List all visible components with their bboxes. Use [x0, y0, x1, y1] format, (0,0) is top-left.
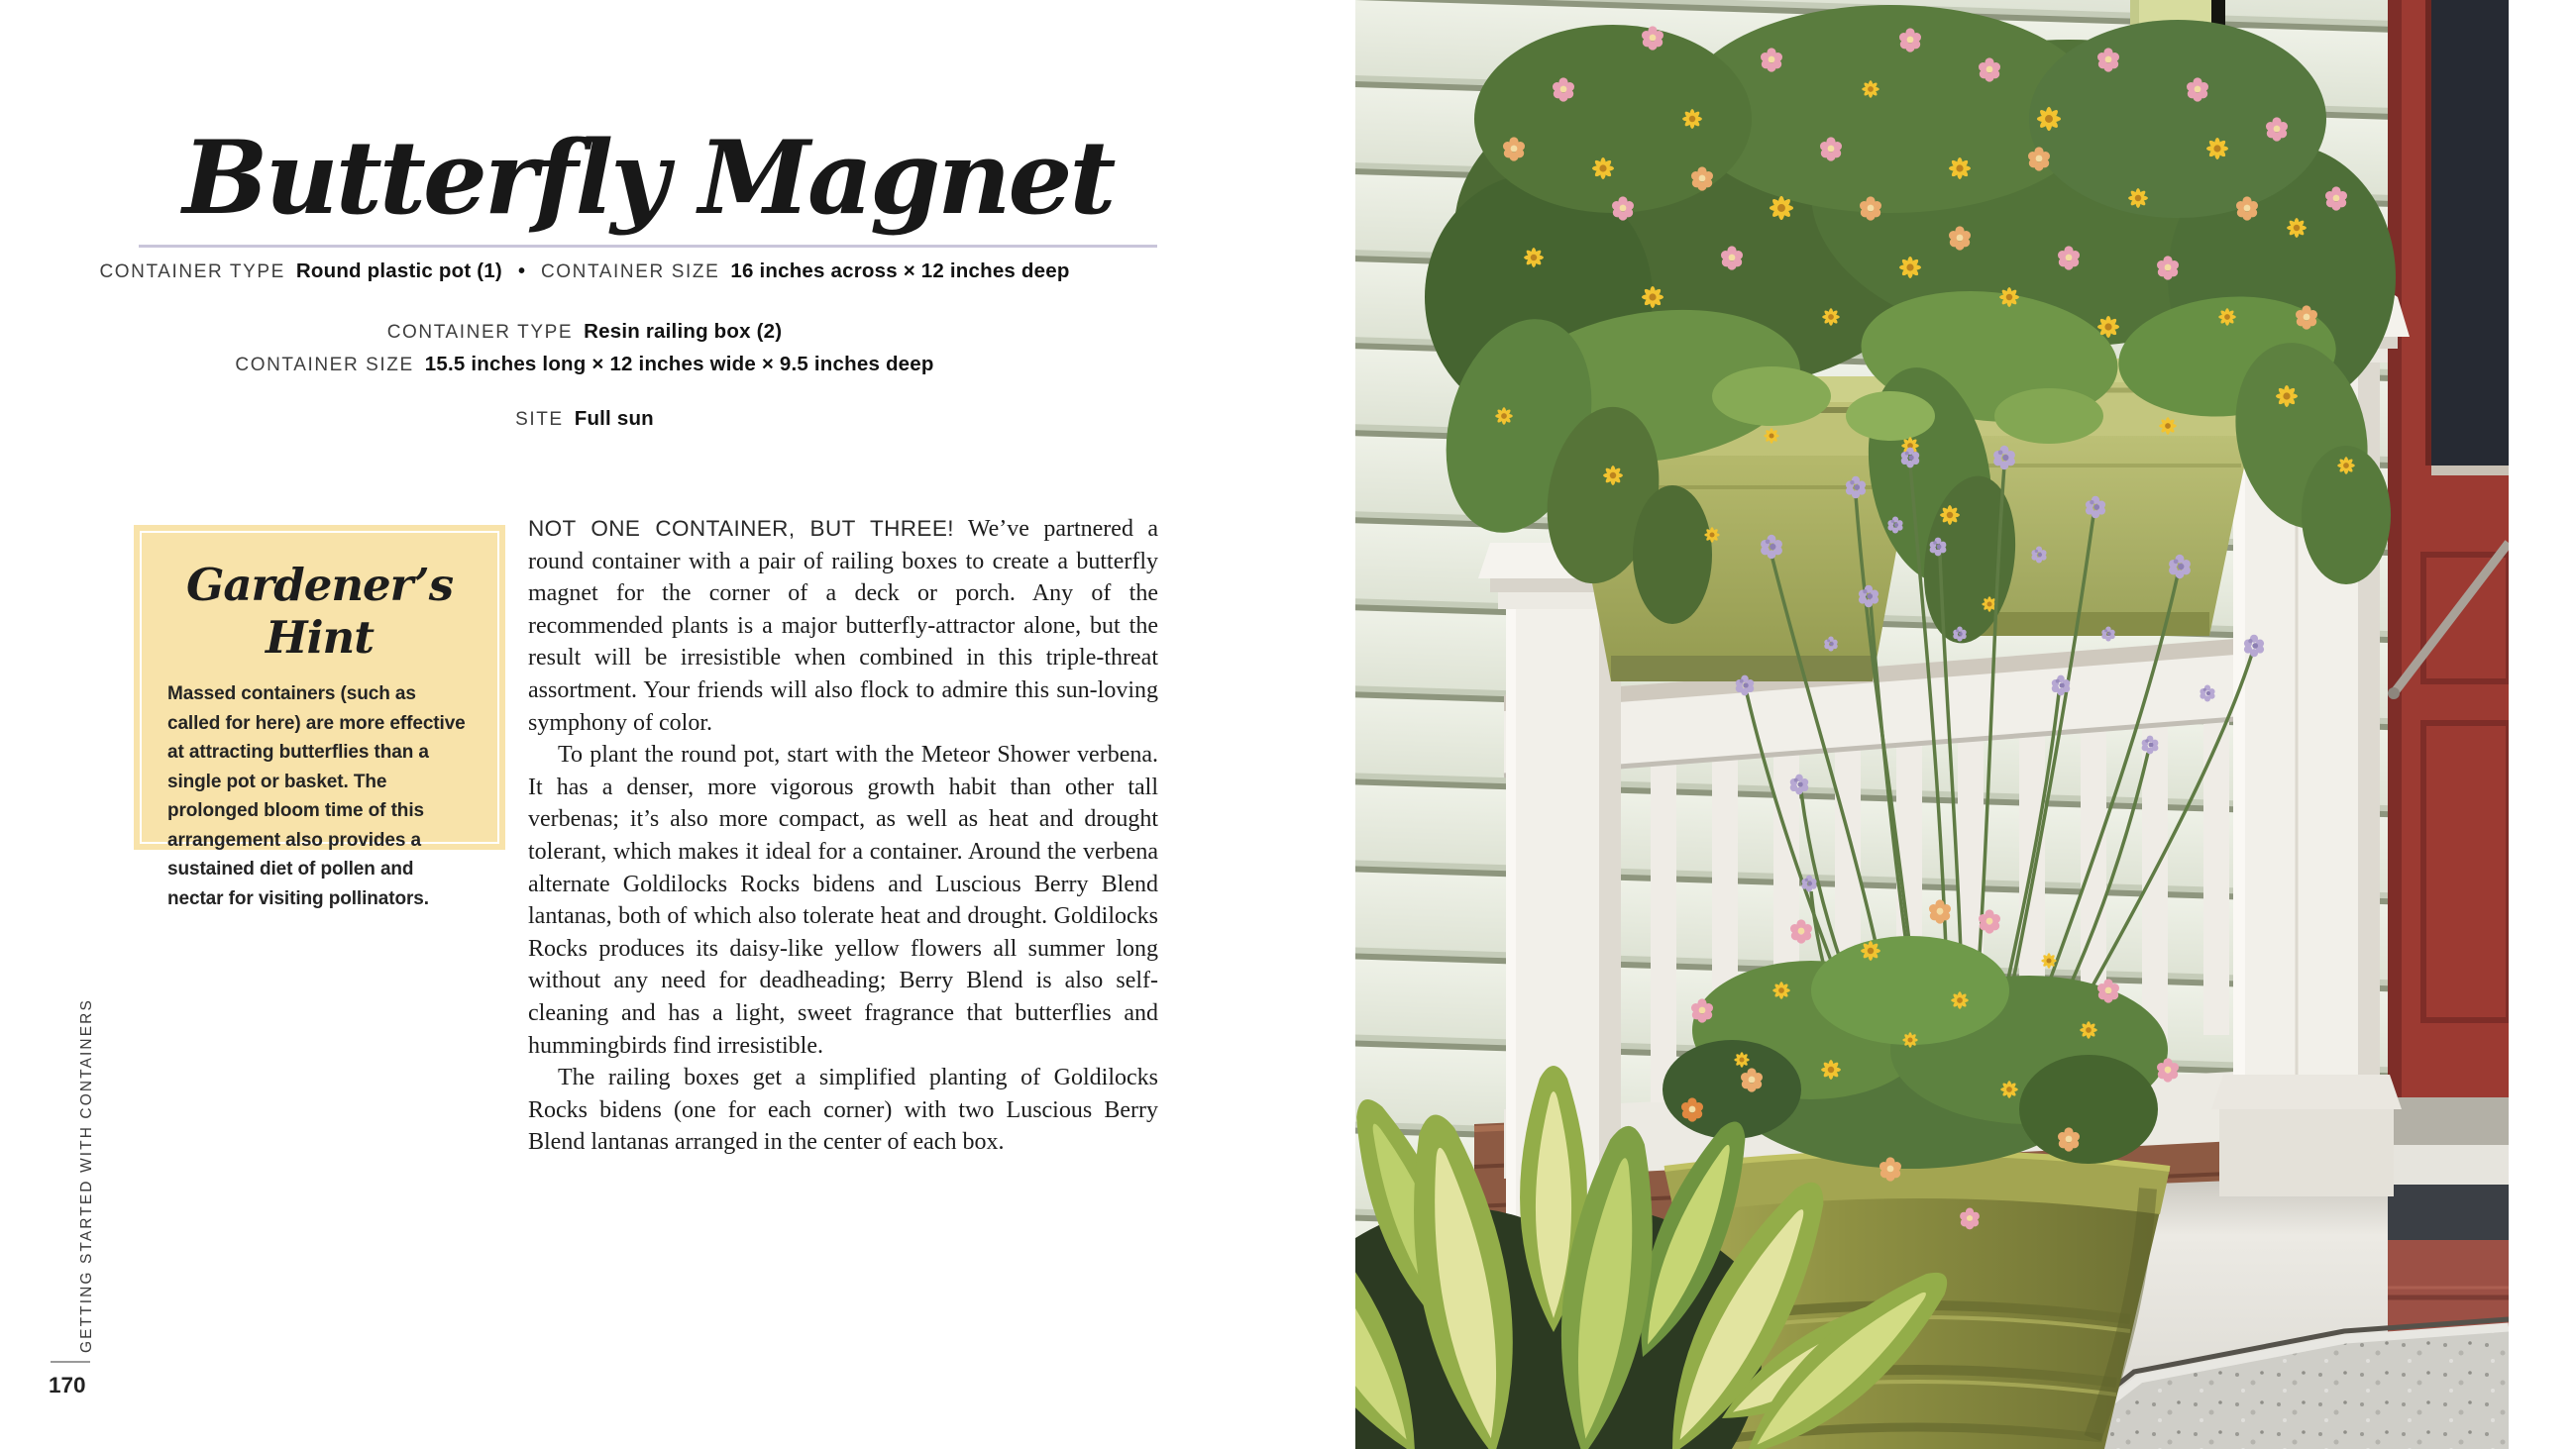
spec-line: [89, 259, 1080, 283]
spec-value: 15.5 inches long × 12 inches wide × 9.5 inches deep: [424, 353, 934, 375]
spec-value: Resin railing box (2): [584, 320, 783, 343]
photo-illustration: [1355, 0, 2509, 1449]
lead-in: NOT ONE CONTAINER, BUT THREE!: [528, 516, 954, 541]
spec-line: [89, 320, 1080, 344]
hint-title: Gardener’s Hint: [185, 559, 454, 664]
bullet-separator: •: [517, 260, 525, 282]
spec-label: CONTAINER TYPE: [99, 261, 285, 282]
spec-line: [89, 353, 1080, 376]
spec-label: CONTAINER TYPE: [386, 322, 574, 343]
spec-line: [89, 407, 1080, 431]
spec-label: CONTAINER SIZE: [235, 355, 414, 375]
page-title: Butterfly Magnet: [182, 119, 1114, 239]
spec-value: Full sun: [574, 407, 654, 430]
page-number: 170: [49, 1373, 86, 1397]
hint-inner-keyline: [140, 531, 499, 909]
gardeners-hint-box: [134, 525, 505, 909]
spec-label: SITE: [515, 409, 564, 430]
hint-body: Massed containers (such as called for here) are more effective at attracting butterflies than a single pot or basket. The prolonged bloom time of this arrangement also provides a sustained diet of pollen and nectar for visiting pollinators.: [167, 683, 466, 909]
section-label: GETTING STARTED WITH CONTAINERS: [78, 998, 95, 1353]
paragraph-3: The railing boxes get a simplified planting of Goldilocks Rocks bidens (one for each corner) with two Luscious Berry Blend lantanas arranged in the center of each box.: [528, 1065, 1158, 1156]
article-body: [528, 513, 1158, 1159]
paragraph-2: To plant the round pot, start with the Meteor Shower verbena. It has a denser, more vigorous growth habit than other tall verbenas; it’s also more compact, as well as heat and drought tolerant, which makes it ideal for a container. Around the verbena alternate Goldilocks Rocks bidens and Luscious Berry Blend lantanas, both of which also tolerate heat and drought. Goldilocks Rocks produces its daisy-like yellow flowers all summer long without any need for deadheading; Berry Blend is also self-cleaning and has a light, sweet fragrance that butterflies and hummingbirds find irresistible.: [528, 742, 1158, 1059]
spec-value: Round plastic pot (1): [295, 259, 502, 282]
paragraph-1: [528, 513, 1158, 739]
page-margin-rail: [44, 998, 95, 1420]
container-specs: [89, 259, 1080, 440]
front-door: [2388, 0, 2509, 1449]
spec-value: 16 inches across × 12 inches deep: [730, 259, 1070, 282]
title-rule: [139, 245, 1157, 248]
butterfly-magnet-photo: [1355, 0, 2509, 1449]
door-threshold: [2388, 1097, 2509, 1145]
paragraph-1-text: We’ve partnered a round container with a pair of railing boxes to create a butterfly magnet for the corner of a deck or porch. Any of the recommended plants is a major butterfly-attractor alone, but the result will be irresistible when combined in this triple-threat assortment. Your friends will also flock to admire this sun-loving symphony of color.: [528, 516, 1159, 736]
folio-rule: [51, 1361, 90, 1363]
spec-label: CONTAINER SIZE: [540, 261, 720, 282]
granite-step: [2388, 1185, 2509, 1240]
door-window: [2431, 0, 2509, 466]
